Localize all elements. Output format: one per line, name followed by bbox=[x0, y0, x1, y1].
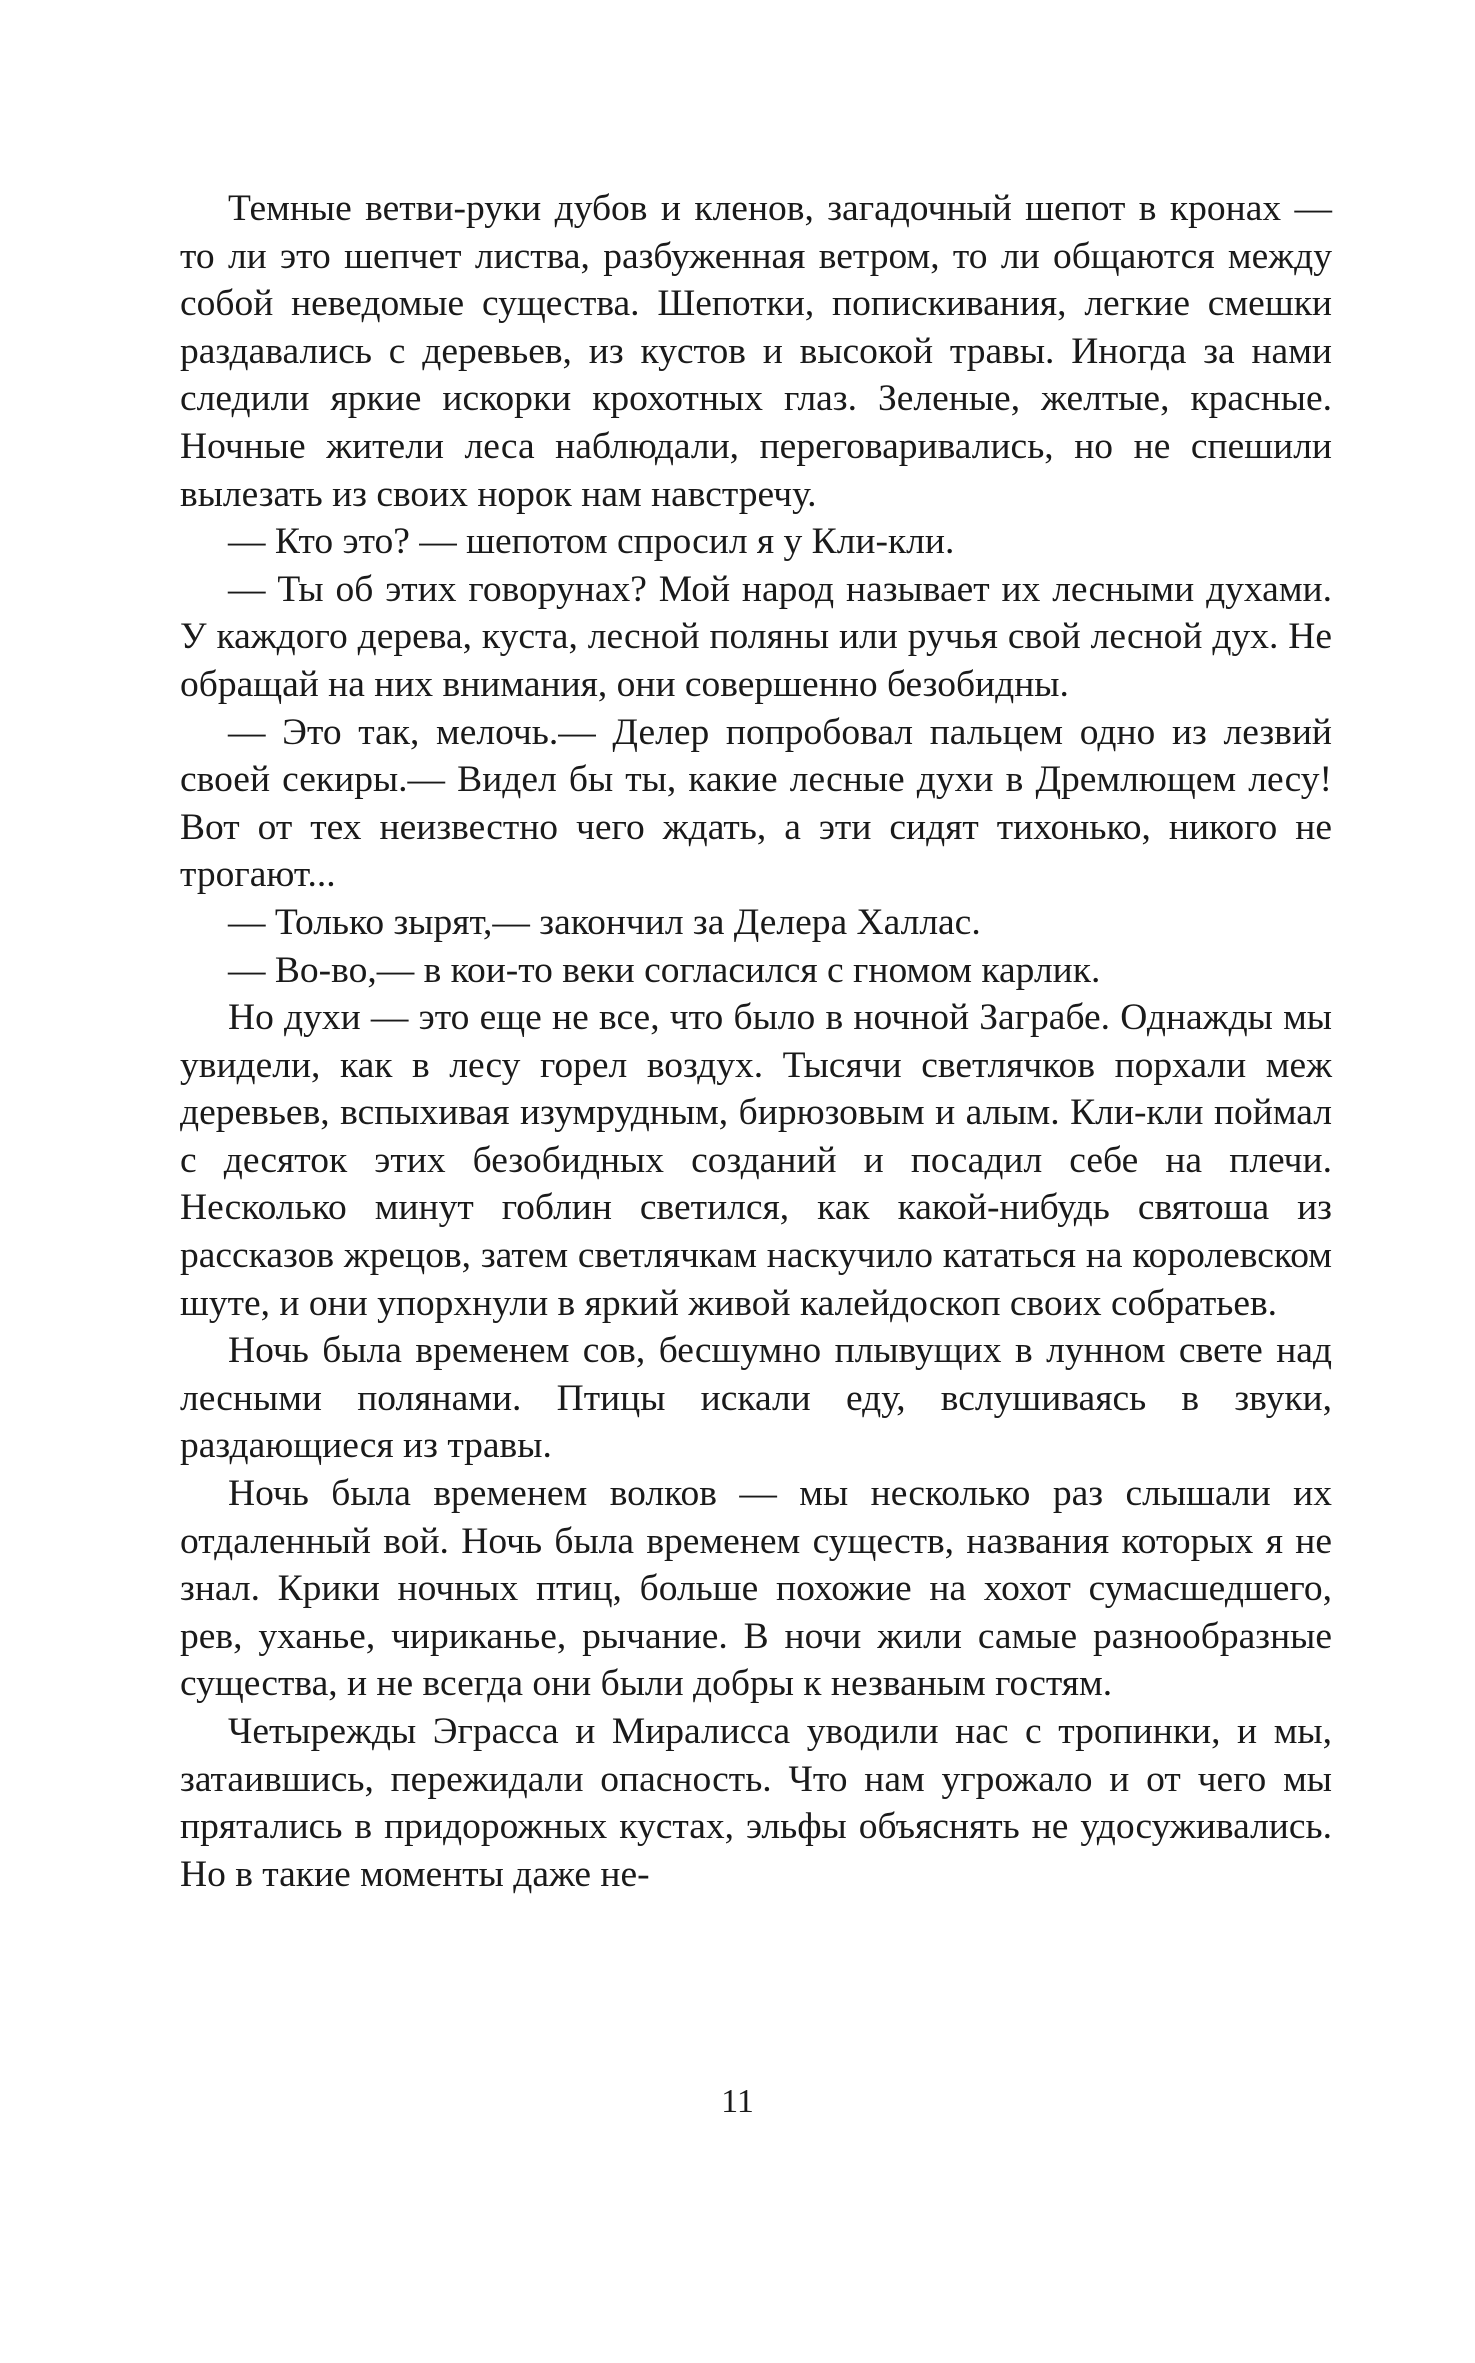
body-text bbox=[180, 185, 1332, 1898]
paragraph: — Это так, мелочь.— Делер попробовал пальцем одно из лезвий своей секиры.— Видел бы ты, какие лесные духи в Дремлющем лесу! Вот от тех неизвестно чего ждать, а эти сидят тихонько, никого не трогают... bbox=[180, 711, 1332, 896]
paragraph: Ночь была временем сов, бесшумно плывущих в лунном свете над лесными полянами. Птицы искали еду, вслушиваясь в звуки, раздающиеся из травы. bbox=[180, 1330, 1332, 1467]
paragraph: — Кто это? — шепотом спросил я у Кли-кли. bbox=[228, 521, 955, 563]
paragraph: — Во-во,— в кои-то веки согласился с гномом карлик. bbox=[228, 949, 1101, 991]
paragraph: Ночь была временем волков — мы несколько раз слышали их отдаленный вой. Ночь была временем существ, названия которых я не знал. Крики ночных птиц, больше похожие на хохот сумасшедшего, рев, уханье, чириканье, рычание. В ночи жили самые разнообразные существа, и не всегда они были добры к незваным гостям. bbox=[180, 1473, 1332, 1705]
paragraph: — Ты об этих говорунах? Мой народ называет их лесными духами. У каждого дерева, куста, лесной поляны или ручья свой лесной дух. Не обращай на них внимания, они совершенно безобидны. bbox=[180, 568, 1332, 705]
paragraph: Темные ветви-руки дубов и кленов, загадочный шепот в кронах — то ли это шепчет листва, разбуженная ветром, то ли общаются между собой неведомые существа. Шепотки, попискивания, легкие смешки раздавались с деревьев, из кустов и высокой травы. Иногда за нами следили яркие искорки крохотных глаз. Зеленые, желтые, красные. Ночные жители леса наблюдали, переговаривались, но не спешили вылезать из своих норок нам навстречу. bbox=[180, 188, 1332, 515]
page-number: 11 bbox=[721, 2083, 754, 2120]
paragraph: Но духи — это еще не все, что было в ночной Заграбе. Однажды мы увидели, как в лесу горел воздух. Тысячи светлячков порхали меж деревьев, вспыхивая изумрудным, бирюзовым и алым. Кли-кли поймал с десяток этих безобидных созданий и посадил себе на плечи. Несколько минут гоблин светился, как какой-нибудь святоша из рассказов жрецов, затем светлячкам наскучило кататься на королевском шуте, и они упорхнули в яркий живой калейдоскоп своих собратьев. bbox=[180, 997, 1332, 1324]
paragraph: — Только зырят,— закончил за Делера Халлас. bbox=[228, 901, 981, 943]
paragraph: Четырежды Эграсса и Миралисса уводили нас с тропинки, и мы, затаившись, пережидали опасность. Что нам угрожало и от чего мы прятались в придорожных кустах, эльфы объяснять не удосуживались. Но в такие моменты даже не- bbox=[180, 1711, 1332, 1895]
